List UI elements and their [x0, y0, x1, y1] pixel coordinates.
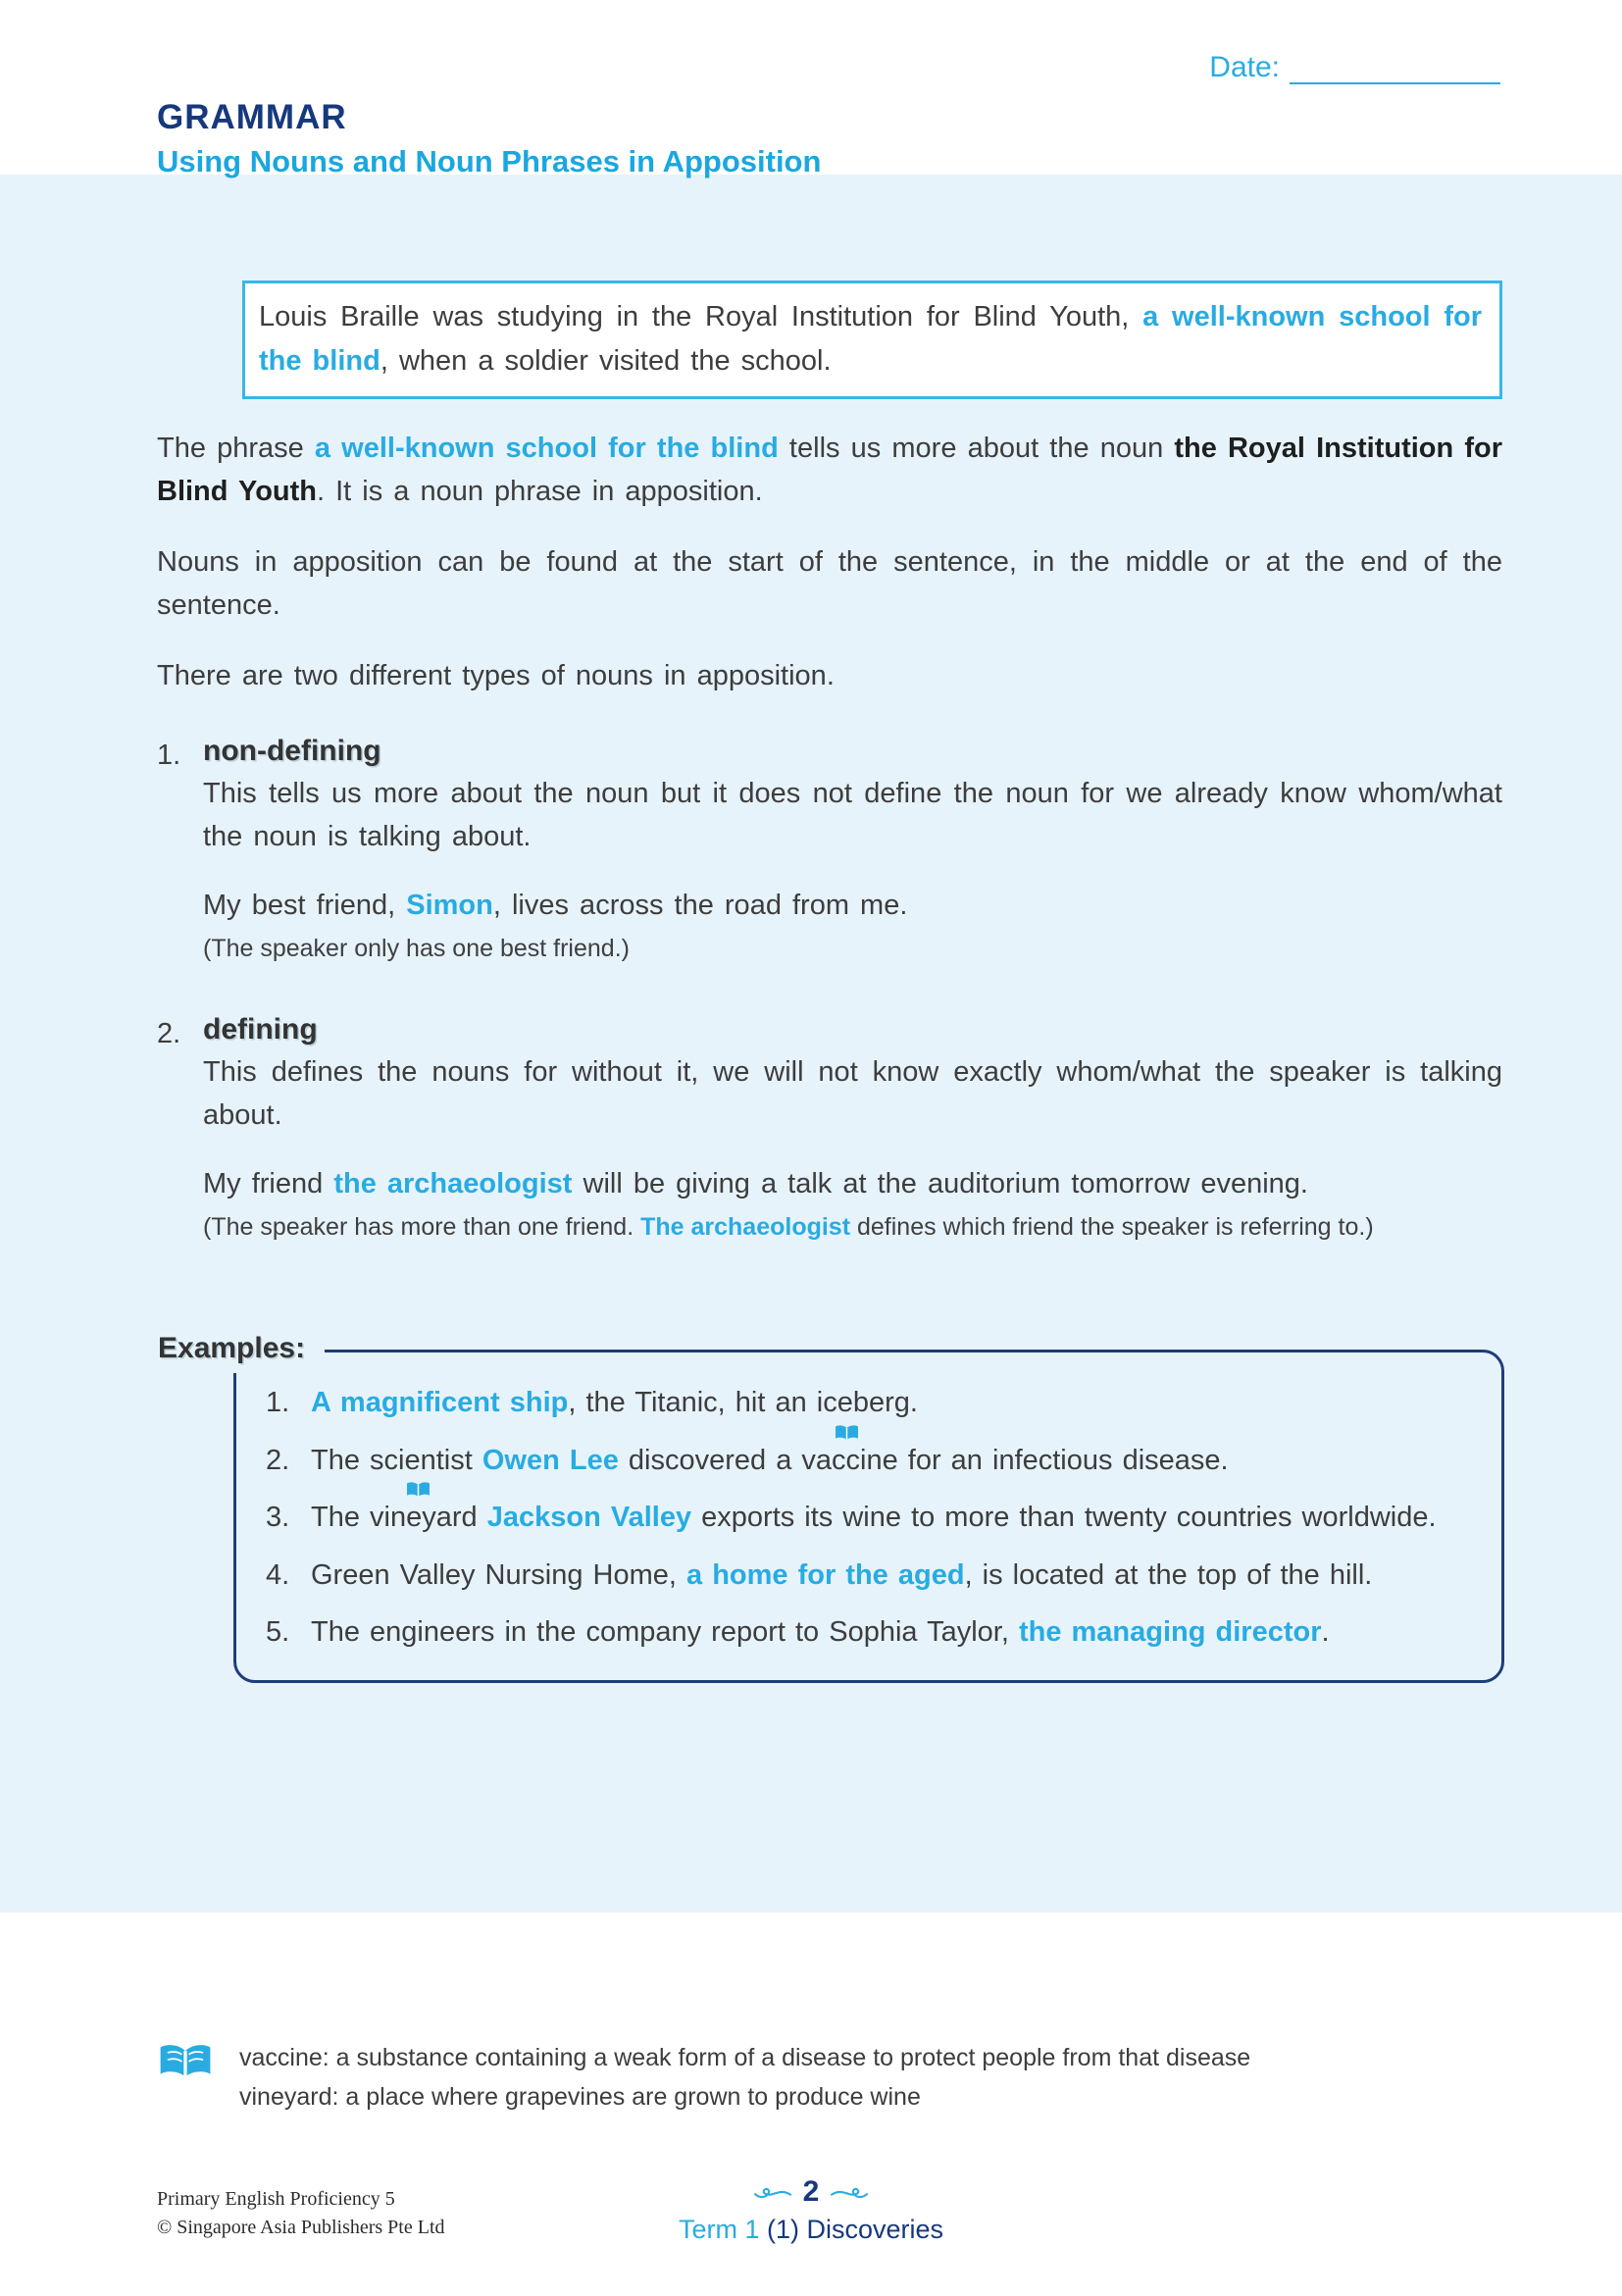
flourish-icon [754, 2184, 791, 2200]
imprint [157, 2185, 445, 2242]
type-description: This defines the nouns for without it, we will not know exactly whom/what the speaker is talking about. [203, 1055, 1502, 1131]
lesson-title: Using Nouns and Noun Phrases in Apposition [157, 144, 822, 179]
example-number: 4. [266, 1558, 290, 1591]
imprint-series: Primary English Proficiency 5 [157, 2188, 395, 2210]
examples-box [158, 1332, 1504, 1683]
type-number: 1. [157, 739, 181, 771]
page-number: 2 [802, 2175, 820, 2208]
example-number: 2. [266, 1444, 290, 1476]
example-item-1 [266, 1382, 1472, 1425]
intro-example-box [242, 281, 1502, 398]
term-label: Term 1 [678, 2215, 760, 2244]
section-heading: GRAMMAR [157, 98, 347, 136]
example-item-5 [266, 1611, 1472, 1655]
type-heading-defining: defining [203, 1012, 318, 1046]
example-number: 1. [266, 1387, 290, 1419]
glossary [157, 2038, 1504, 2117]
unit-label: (1) Discoveries [759, 2215, 944, 2244]
flourish-icon [831, 2184, 868, 2200]
example-item-2 [266, 1440, 1472, 1483]
paragraph-two-types: There are two different types of nouns in apposition. [157, 659, 835, 691]
type-description: This tells us more about the noun but it does not define the noun for we already know whom/what the noun is talking about. [203, 777, 1502, 853]
book-icon [405, 1481, 431, 1499]
type-example-sentence: My best friend, Simon, lives across the road from me. [203, 890, 908, 922]
example-number: 3. [266, 1502, 290, 1534]
glossary-entry-vaccine: vaccine: a substance containing a weak form of a disease to protect people from that disease [239, 2044, 1251, 2071]
glossary-entry-vineyard: vineyard: a place where grapevines are grown to produce wine [239, 2083, 921, 2111]
glossary-entries [239, 2038, 1250, 2117]
examples-label: Examples: [158, 1329, 325, 1373]
example-item-4 [266, 1555, 1472, 1598]
example-text: A magnificent ship, the Titanic, hit an iceberg. [311, 1387, 918, 1419]
glossary-book-icon [157, 2040, 214, 2083]
example-number: 5. [266, 1616, 290, 1649]
paragraph-phrase-explanation: The phrase a well-known school for the blind tells us more about the noun the Royal Institution for Blind Youth. It is a noun phrase in apposition. [157, 432, 1502, 507]
book-icon [834, 1424, 860, 1442]
date-fill-line [1290, 51, 1500, 84]
example-text: The vineyard Jackson Valley exports its wine to more than twenty countries worldwide. [311, 1497, 1472, 1540]
type-note: (The speaker only has one best friend.) [203, 935, 630, 963]
date-row [0, 0, 1622, 84]
intro-text: Louis Braille was studying in the Royal Institution for Blind Youth, a well-known school for the blind, when a soldier visited the school. [259, 301, 1482, 377]
example-item-3 [266, 1497, 1472, 1540]
date-label: Date: [1209, 51, 1280, 83]
example-text: The engineers in the company report to Sophia Taylor, the managing director. [311, 1616, 1330, 1649]
imprint-publisher: © Singapore Asia Publishers Pte Ltd [157, 2217, 445, 2238]
type-heading-non-defining: non-defining [203, 734, 381, 767]
type-number: 2. [157, 1017, 181, 1049]
type-body [203, 735, 1502, 968]
page-footer [0, 2175, 1622, 2245]
type-section-non-defining [157, 735, 1502, 968]
type-body [203, 1013, 1502, 1247]
type-example-sentence: My friend the archaeologist will be giving a talk at the auditorium tomorrow evening. [203, 1167, 1308, 1199]
example-text: Green Valley Nursing Home, a home for the aged, is located at the top of the hill. [311, 1558, 1373, 1591]
type-section-defining [157, 1013, 1502, 1247]
example-text: The scientist Owen Lee discovered a vaccine for an infectious disease. [311, 1440, 1472, 1483]
type-note: (The speaker has more than one friend. The archaeologist defines which friend the speaker is referring to.) [203, 1212, 1374, 1241]
paragraph-position: Nouns in apposition can be found at the start of the sentence, in the middle or at the end of the sentence. [157, 545, 1502, 621]
